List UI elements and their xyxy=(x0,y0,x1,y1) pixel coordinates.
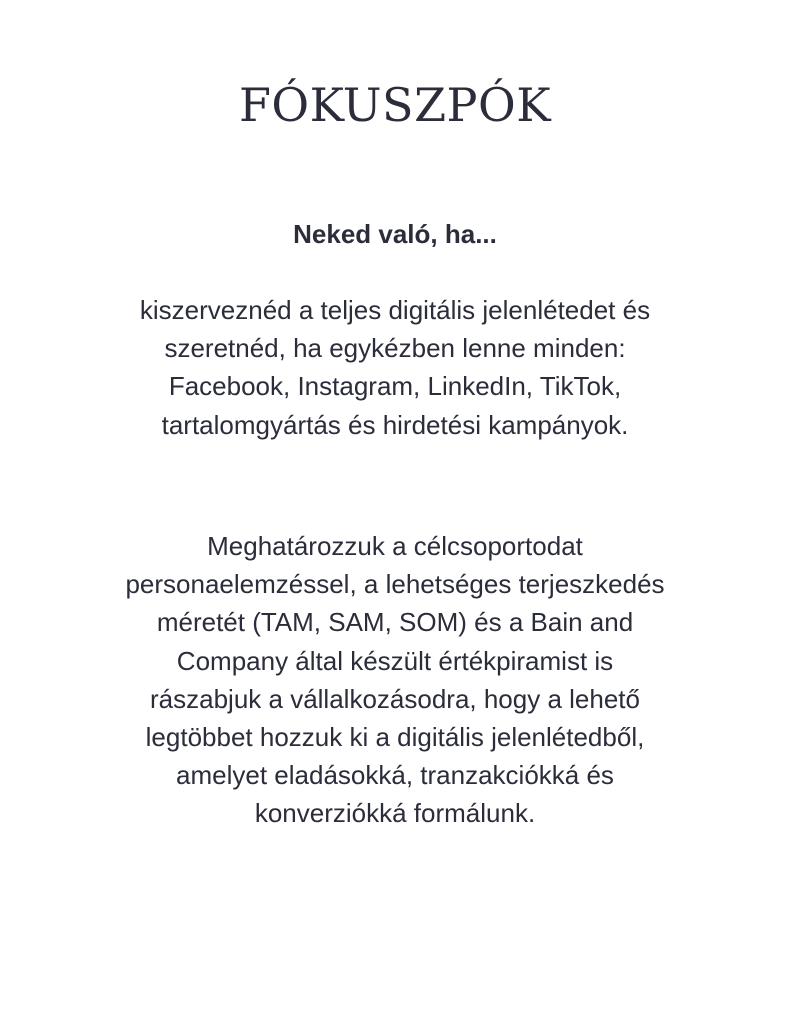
description-paragraph: Meghatározzuk a célcsoportodat personaelemzéssel, a lehetséges terjeszkedés méretét (TAM, SAM, SOM) és a Bain and Company által készült értékpiramist is rászabjuk a vállalkozásodra, hogy a lehető legtöbbet hozzuk ki a digitális jelenlétedből, amelyet eladásokká, tranzakciókká és konverziókká formálunk. xyxy=(125,531,665,829)
section-subtitle: Neked való, ha... xyxy=(293,219,497,249)
intro-paragraph: kiszerveznéd a teljes digitális jelenlétedet és szeretnéd, ha egykézben lenne minden: Facebook, Instagram, LinkedIn, TikTok, tartalomgyártás és hirdetési kampányok. xyxy=(139,295,651,440)
page-title: FÓKUSZPÓK xyxy=(238,78,552,132)
